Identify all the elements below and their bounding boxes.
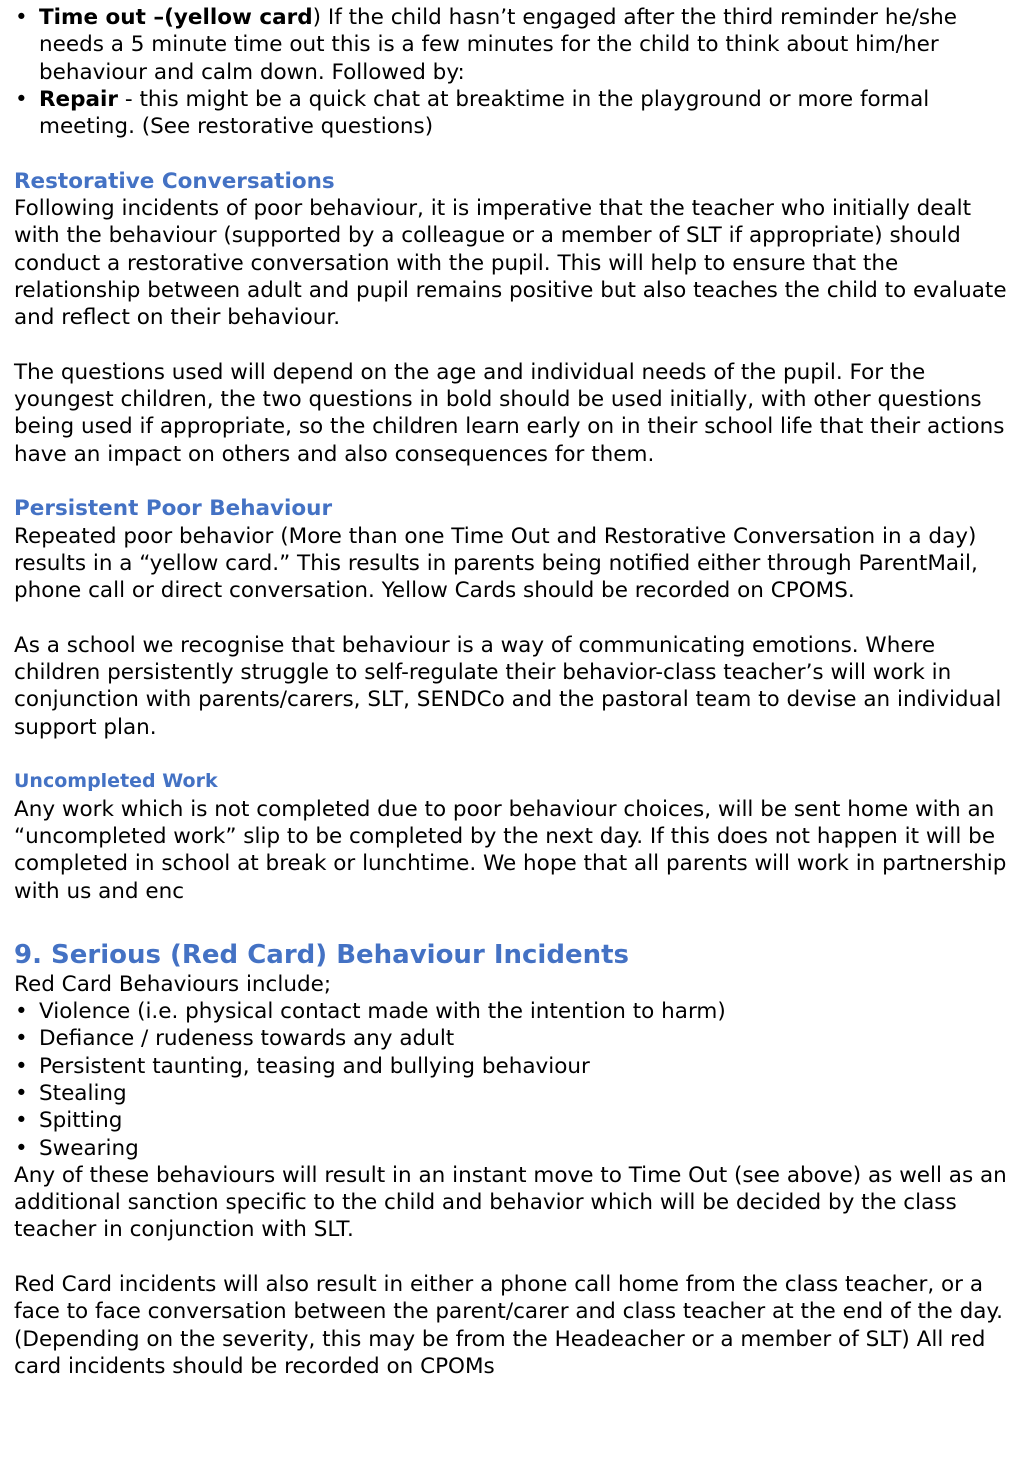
bullet-icon: • [15,86,28,112]
red-card-paragraph-2: Red Card incidents will also result in either a phone call home from the class teacher, or a face to face conversation between the parent/carer and class teacher at the end of the day. (Depending on the severity, this may be from the Headeacher or a member of SLT) All red card incidents should be recorded on CPOMs [14,1272,1003,1379]
persistent-paragraph-2: As a school we recognise that behaviour is a way of communicating emotions. Where children persistently struggle to self-regulate their behavior-class teacher’s will work in conjunction with parents/carers, SLT, SENDCo and the pastoral team to devise an individual support plan. [14,632,1002,740]
text-time-out: ) If the child hasn’t engaged after the third reminder he/she needs a 5 minute time out this is a few minutes for the child to think about him/her behaviour and calm down. Followed by: [39,5,957,85]
document-page [14,4,1010,1380]
term-repair: Repair [39,86,119,112]
heading-uncompleted-work: Uncompleted Work [14,770,218,793]
restorative-paragraph-2: The questions used will depend on the age and individual needs of the pupil. For the youngest children, the two questions in bold should be used initially, with other questions being used if appropriate, so the children learn early on in their school life that their actions have an impact on others and also consequences for them. [14,359,1005,467]
list-item: • Persistent taunting, teasing and bullying behaviour [15,1053,590,1079]
list-item-repair [14,86,1010,141]
list-item: • Violence (i.e. physical contact made with the intention to harm) [15,999,726,1025]
list-item: • Stealing [15,1080,127,1106]
list-item: • Defiance / rudeness towards any adult [15,1026,455,1052]
bullet-icon: • [15,1135,28,1161]
bullet-icon: • [15,1026,28,1052]
red-card-intro: Red Card Behaviours include; [14,971,332,997]
bullet-icon: • [15,5,28,30]
restorative-paragraph-1: Following incidents of poor behaviour, it is imperative that the teacher who initially dealt with the behaviour (supported by a colleague or a member of SLT if appropriate) should conduct a restorative conversation with the pupil. This will help to ensure that the relationship between adult and pupil remains positive but also teaches the child to evaluate and reflect on their behaviour. [14,196,1007,331]
bullet-icon: • [15,1080,28,1106]
list-item: • Spitting [15,1108,123,1134]
heading-persistent-poor-behaviour: Persistent Poor Behaviour [14,496,333,522]
bullet-icon: • [15,1053,28,1079]
list-item: • Swearing [15,1135,139,1161]
red-card-paragraph-1: Any of these behaviours will result in an instant move to Time Out (see above) as well as an additional sanction specific to the child and behavior which will be decided by the class teacher in conjunction with SLT. [14,1162,1007,1243]
heading-restorative-conversations: Restorative Conversations [14,168,335,194]
intro-list [14,4,1010,140]
list-item-time-out [14,4,1010,86]
bullet-icon: • [15,999,28,1025]
term-time-out: Time out –(yellow card [39,5,313,30]
uncompleted-paragraph: Any work which is not completed due to poor behaviour choices, will be sent home with an “uncompleted work” slip to be completed by the next day. If this does not happen it will be completed in school at break or lunchtime. We hope that all parents will work in partnership with us and enc [14,796,1007,904]
persistent-paragraph-1: Repeated poor behavior (More than one Time Out and Restorative Conversation in a day) results in a “yellow card.” This results in parents being notified either through ParentMail, phone call or direct conversation. Yellow Cards should be recorded on CPOMS. [14,523,978,604]
red-card-list [14,998,1010,1162]
heading-serious-behaviour-incidents: 9. Serious (Red Card) Behaviour Incidents [14,939,629,970]
text-repair: - this might be a quick chat at breaktime in the playground or more formal meeting. (See restorative questions) [39,86,930,140]
bullet-icon: • [15,1108,28,1134]
